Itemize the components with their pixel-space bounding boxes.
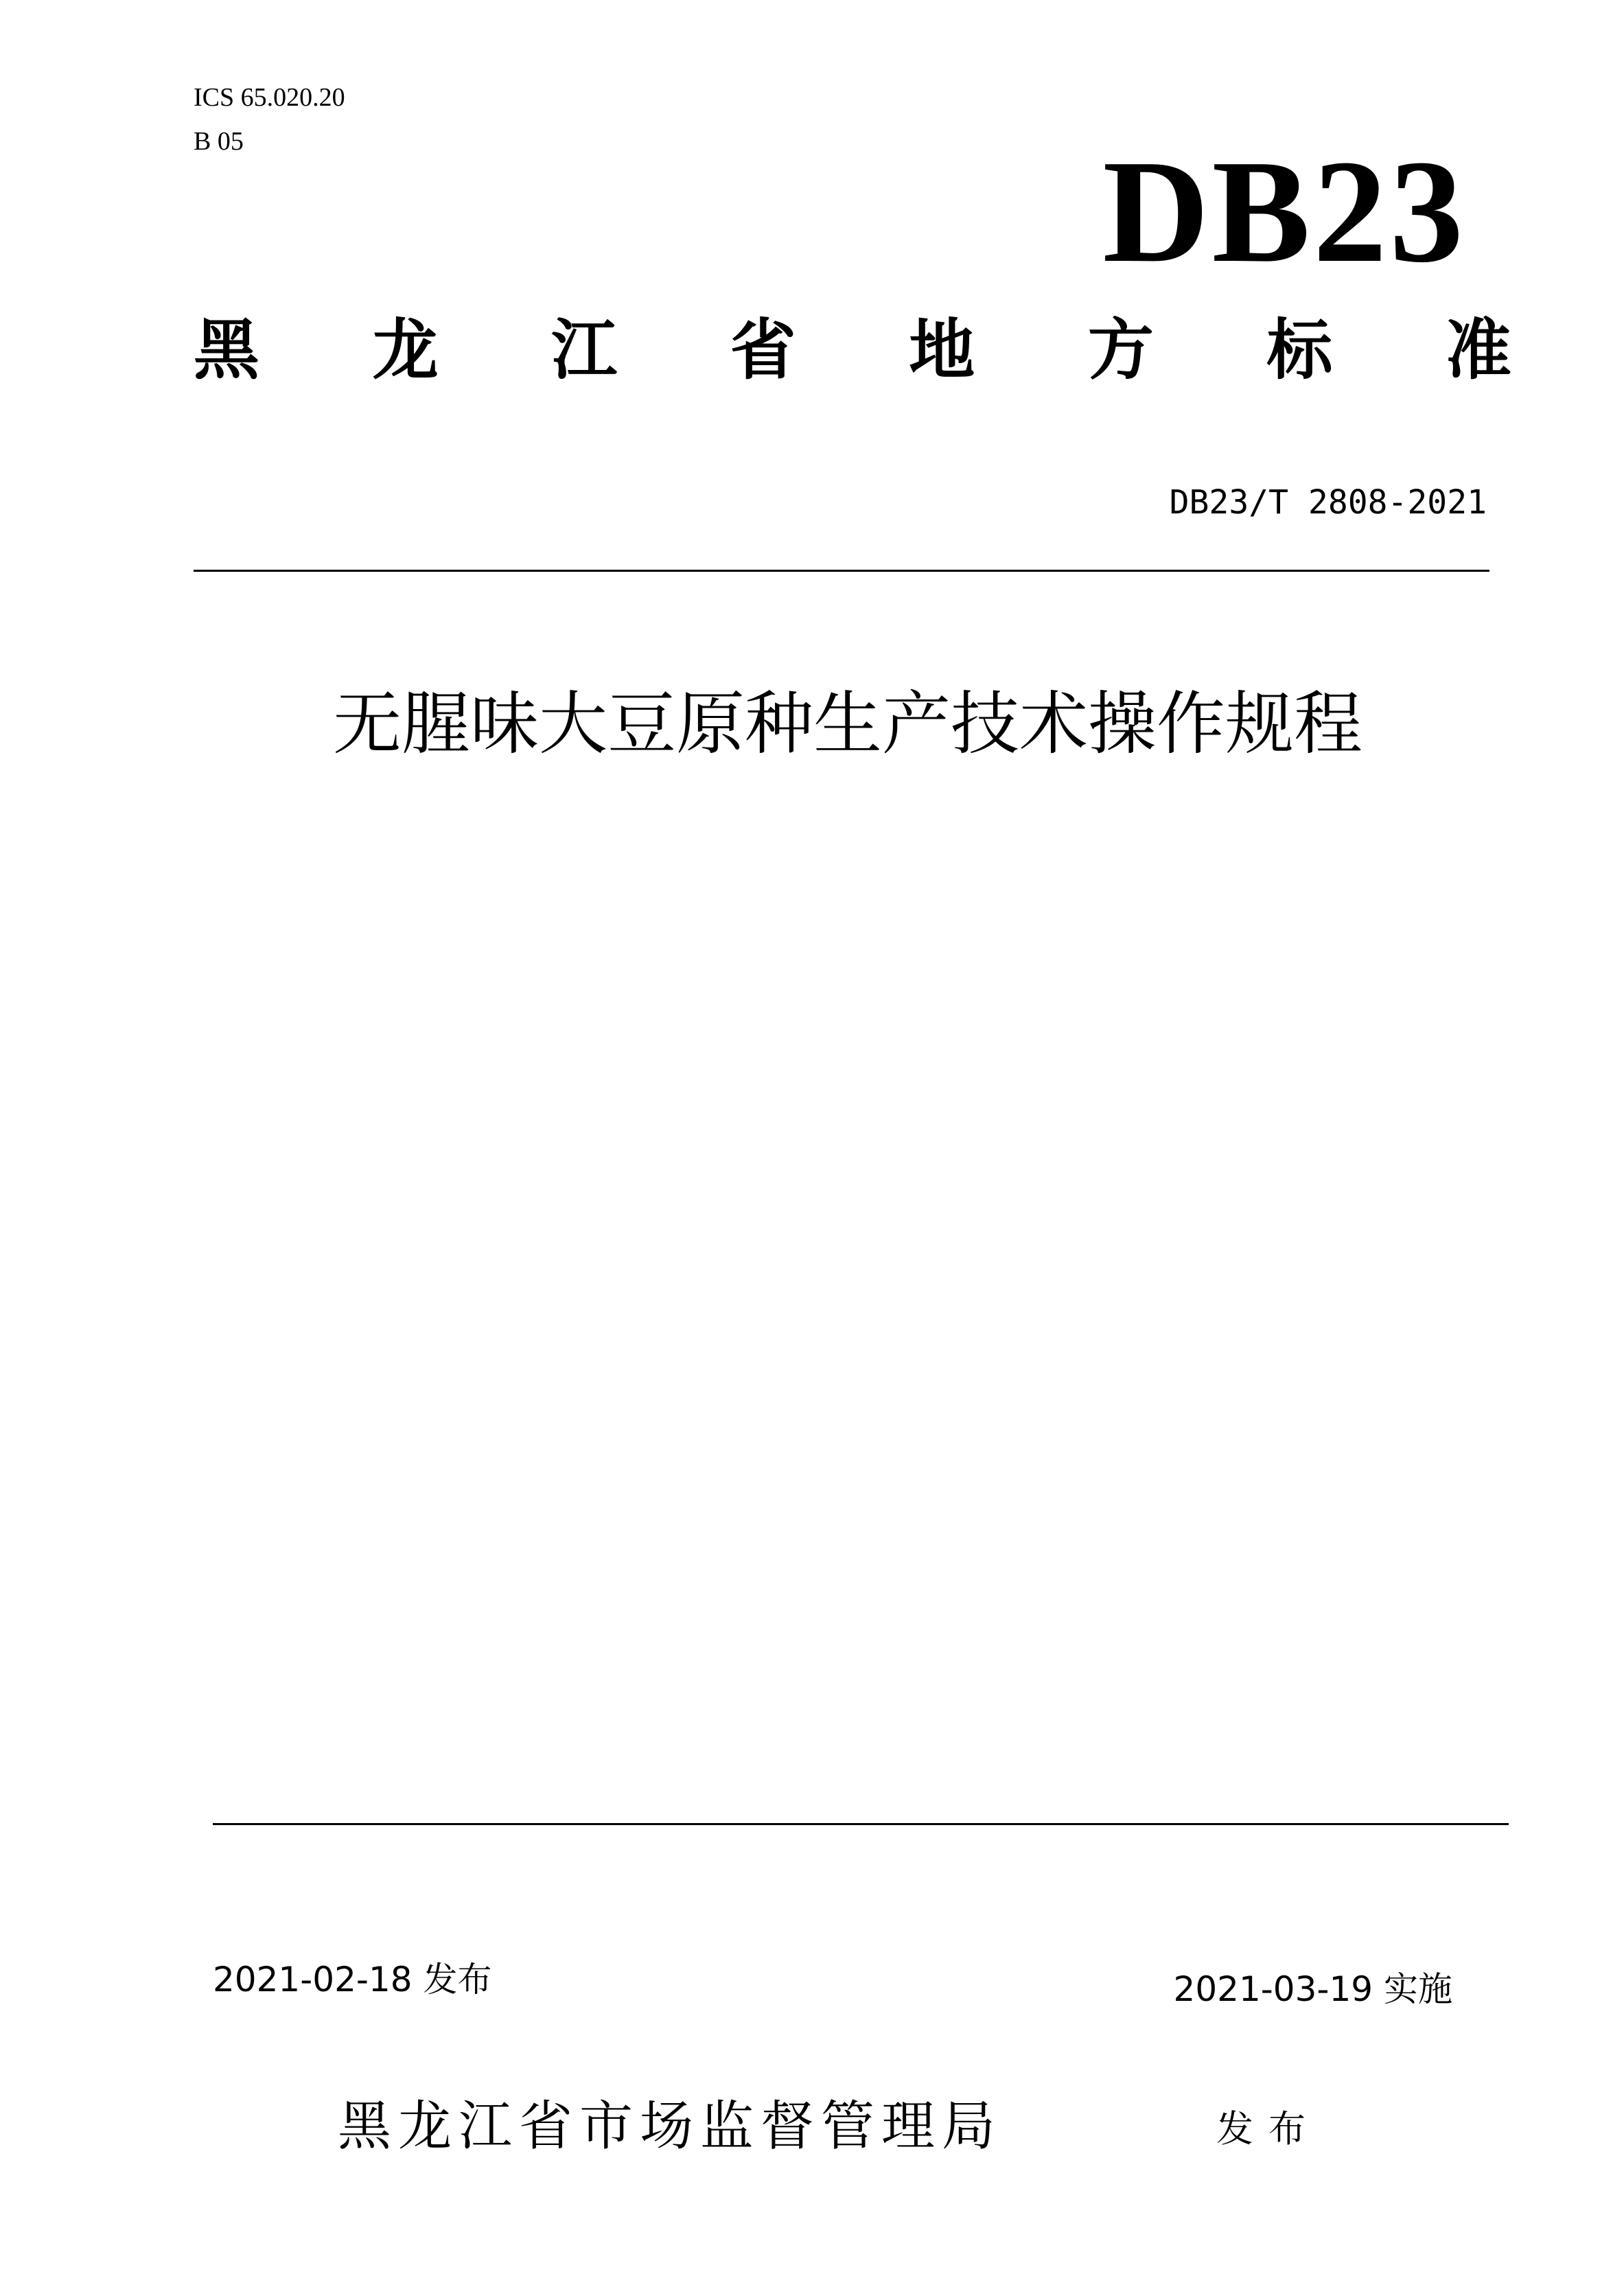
standard-logo: DB23	[1102, 129, 1466, 293]
ccs-code: B 05	[194, 127, 244, 156]
standard-type-char: 标	[1266, 312, 1333, 389]
implementation-date: 2021-03-19 实施	[1173, 1969, 1452, 2009]
standard-type-char: 省	[730, 312, 796, 389]
top-divider	[194, 570, 1489, 572]
standard-type-char: 方	[1087, 312, 1154, 389]
standard-type-heading	[194, 312, 1511, 388]
bottom-divider	[213, 1823, 1509, 1825]
standard-type-char: 龙	[372, 312, 439, 389]
standard-type-char: 地	[909, 312, 975, 389]
issuer-action: 发布	[1216, 2107, 1321, 2150]
standard-type-char: 江	[551, 312, 618, 389]
issue-date: 2021-02-18 发布	[213, 1960, 492, 1999]
ics-code: ICS 65.020.20	[194, 83, 345, 112]
standard-number: DB23/T 2808-2021	[1169, 483, 1487, 522]
standard-type-char: 准	[1445, 312, 1511, 389]
standard-type-char: 黑	[194, 312, 259, 389]
issuing-authority: 黑龙江省市场监督管理局	[338, 2096, 1003, 2157]
document-title: 无腥味大豆原种生产技术操作规程	[333, 684, 1362, 764]
